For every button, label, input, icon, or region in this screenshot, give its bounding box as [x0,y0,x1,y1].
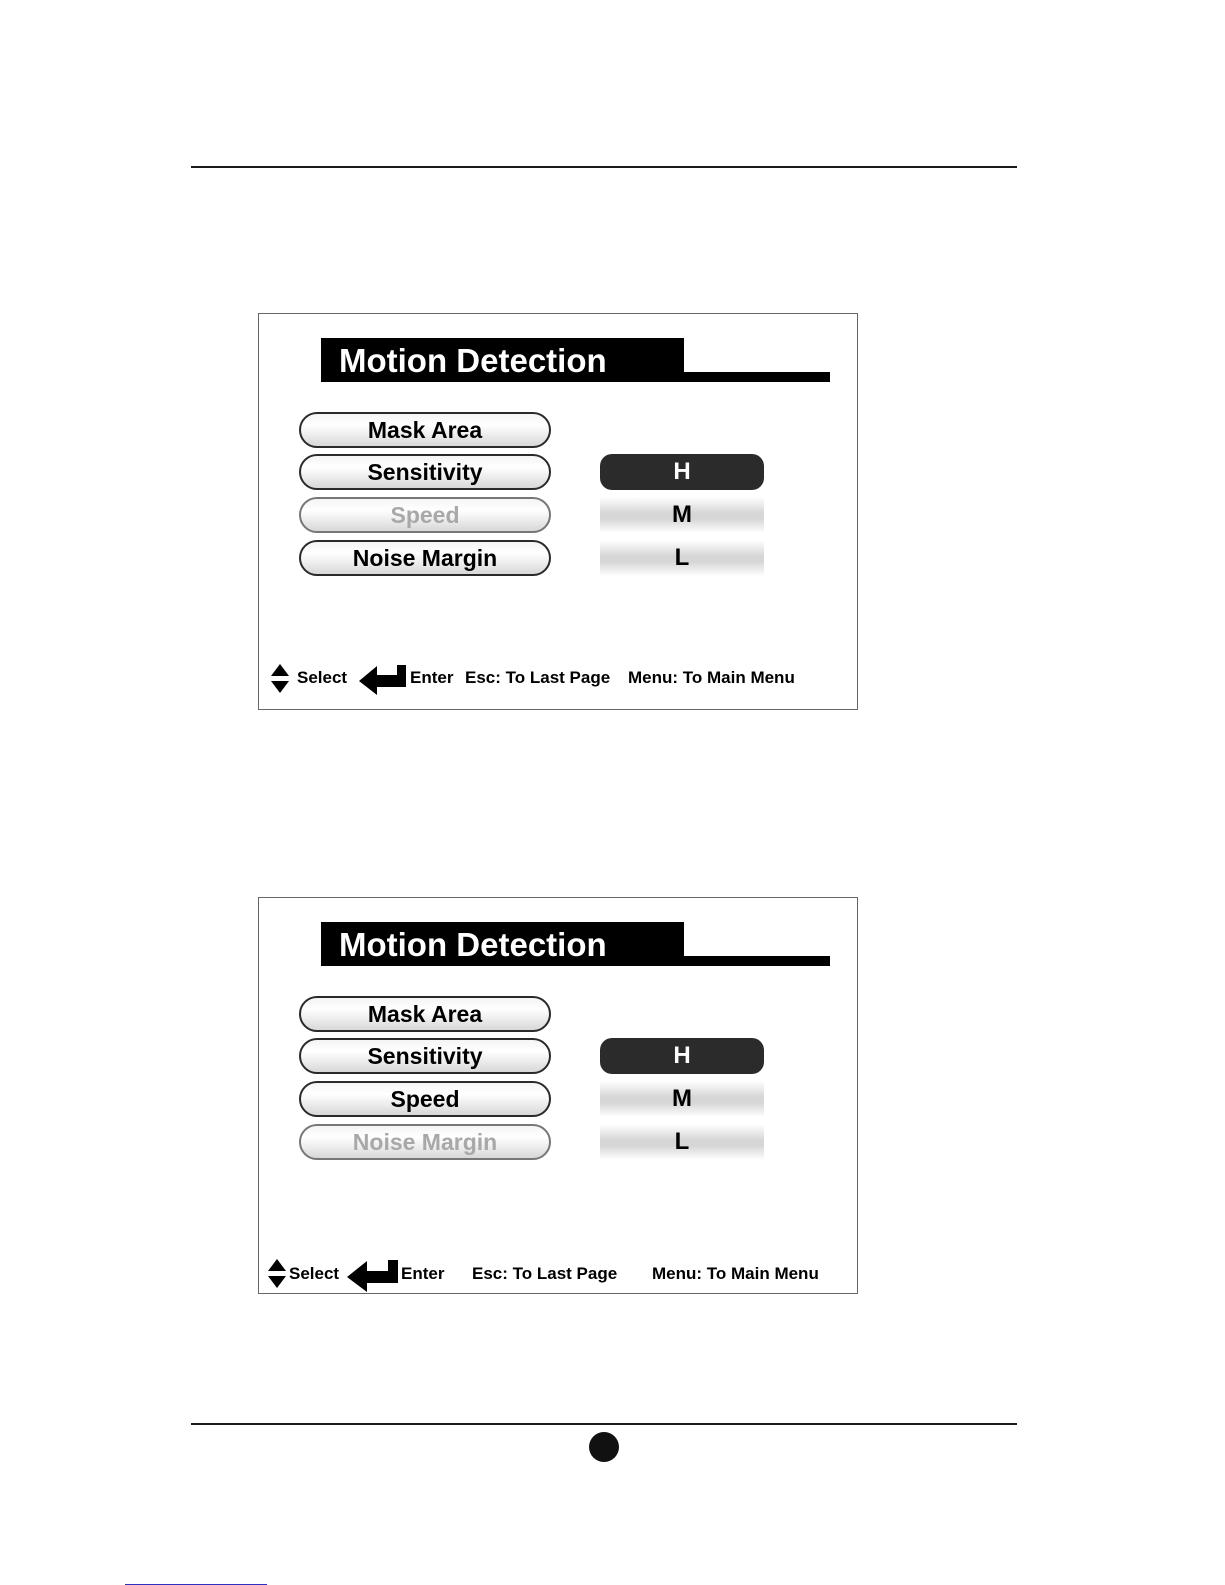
motion-detection-screen-1 [258,313,858,710]
hint-enter: Enter [401,1264,445,1283]
up-down-arrow-icon [268,1259,286,1289]
menu-item-mask-area[interactable]: Mask Area [299,412,551,448]
menu-item-sensitivity[interactable]: Sensitivity [299,454,551,490]
option-low[interactable]: L [600,1124,764,1160]
menu-item-speed[interactable]: Speed [299,1081,551,1117]
enter-arrow-icon [347,1258,399,1292]
hint-select: Select [297,668,348,687]
enter-arrow-icon [359,663,407,695]
hint-menu: Menu: To Main Menu [628,668,795,687]
option-medium[interactable]: M [600,1081,764,1117]
bottom-rule [191,1423,1017,1425]
hint-enter: Enter [410,668,454,687]
hint-esc: Esc: To Last Page [465,668,611,687]
menu-item-noise-margin[interactable]: Noise Margin [299,540,551,576]
title-underline [684,372,830,382]
menu-item-noise-margin[interactable]: Noise Margin [299,1124,551,1160]
hint-esc: Esc: To Last Page [472,1264,618,1283]
screen-title: Motion Detection [339,926,607,963]
top-rule [191,166,1017,168]
title-underline [684,956,830,966]
menu-item-speed[interactable]: Speed [299,497,551,533]
option-high[interactable]: H [600,454,764,490]
menu-item-sensitivity[interactable]: Sensitivity [299,1038,551,1074]
page-marker-dot [589,1432,619,1462]
screen-title: Motion Detection [339,342,607,379]
menu-item-mask-area[interactable]: Mask Area [299,996,551,1032]
hint-select: Select [289,1264,340,1283]
option-low[interactable]: L [600,540,764,576]
motion-detection-screen-2 [258,897,858,1294]
option-medium[interactable]: M [600,497,764,533]
up-down-arrow-icon [271,664,289,694]
option-high[interactable]: H [600,1038,764,1074]
hint-menu: Menu: To Main Menu [652,1264,819,1283]
